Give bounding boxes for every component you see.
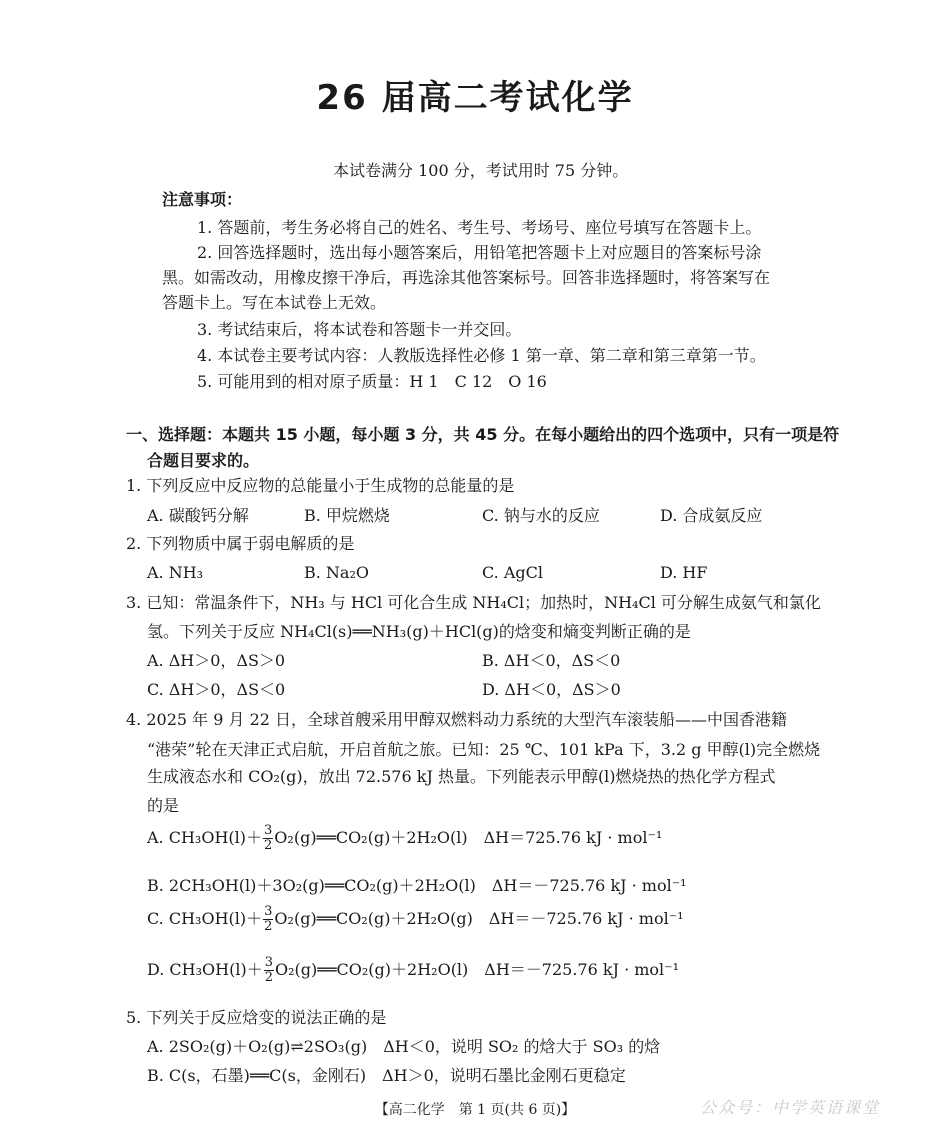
page-footer: 【高二化学 第 1 页(共 6 页)】 <box>374 1102 576 1118</box>
q1-option-b: B. 甲烷燃烧 <box>304 506 390 525</box>
exam-intro: 本试卷满分 100 分，考试用时 75 分钟。 <box>333 161 629 180</box>
q1-option-d: D. 合成氨反应 <box>660 506 763 525</box>
fraction-three-halves: $\frac{3}{2}$ <box>264 904 273 934</box>
fraction-three-halves: $\frac{3}{2}$ <box>264 955 273 985</box>
question-3-stem-cont: 氢。下列关于反应 NH₄Cl(s)══NH₃(g)＋HCl(g)的焓变和熵变判断正确的是 <box>147 622 691 641</box>
q2-option-d: D. HF <box>660 563 708 582</box>
q3-option-d: D. ΔH＜0，ΔS＞0 <box>482 680 621 699</box>
q3-option-b: B. ΔH＜0，ΔS＜0 <box>482 651 621 670</box>
q4-option-d: D. CH₃OH(l)＋ $\frac{3}{2}$ O₂(g)══CO₂(g)＋2H₂O(l) ΔH＝－725.76 kJ · mol⁻¹ <box>147 955 680 985</box>
q4-option-a: A. CH₃OH(l)＋ $\frac{3}{2}$ O₂(g)══CO₂(g)＋2H₂O(l) ΔH＝725.76 kJ · mol⁻¹ <box>147 823 663 853</box>
q3-option-a: A. ΔH＞0，ΔS＞0 <box>147 651 286 670</box>
q5-option-a: A. 2SO₂(g)＋O₂(g)⇌2SO₃(g) ΔH＜0，说明 SO₂ 的焓大于 SO₃ 的焓 <box>147 1037 661 1056</box>
section-heading: 一、选择题：本题共 15 小题，每小题 3 分，共 45 分。在每小题给出的四个选项中，只有一项是符 <box>126 425 840 444</box>
q2-option-c: C. AgCl <box>482 563 543 582</box>
question-2-stem: 2. 下列物质中属于弱电解质的是 <box>126 534 355 553</box>
watermark: 公众号：中学英语课堂 <box>700 1098 881 1117</box>
notice-line: 4. 本试卷主要考试内容：人教版选择性必修 1 第一章、第二章和第三章第一节。 <box>197 346 766 365</box>
notice-line: 2. 回答选择题时，选出每小题答案后，用铅笔把答题卡上对应题目的答案标号涂 <box>197 243 762 262</box>
question-4-stem-cont: “港荣”轮在天津正式启航，开启首航之旅。已知：25 ℃、101 kPa 下，3.2 g 甲醇(l)完全燃烧 <box>147 740 821 759</box>
page-title: 26 届高二考试化学 <box>316 78 634 118</box>
q2-option-a: A. NH₃ <box>147 563 204 582</box>
q4-option-c: C. CH₃OH(l)＋ $\frac{3}{2}$ O₂(g)══CO₂(g)＋2H₂O(g) ΔH＝－725.76 kJ · mol⁻¹ <box>147 904 684 934</box>
q2-option-b: B. Na₂O <box>304 563 369 582</box>
question-4-stem: 4. 2025 年 9 月 22 日，全球首艘采用甲醇双燃料动力系统的大型汽车滚装船——中国香港籍 <box>126 710 788 729</box>
question-4-stem-cont: 生成液态水和 CO₂(g)，放出 72.576 kJ 热量。下列能表示甲醇(l)燃烧热的热化学方程式 <box>147 767 776 786</box>
section-heading-cont: 合题目要求的。 <box>147 451 260 470</box>
question-4-stem-cont: 的是 <box>147 796 180 815</box>
fraction-three-halves: $\frac{3}{2}$ <box>264 823 273 853</box>
q1-option-c: C. 钠与水的反应 <box>482 506 600 525</box>
q4-option-b: B. 2CH₃OH(l)＋3O₂(g)══CO₂(g)＋2H₂O(l) ΔH＝－725.76 kJ · mol⁻¹ <box>147 876 687 895</box>
notice-line: 3. 考试结束后，将本试卷和答题卡一并交回。 <box>197 320 522 339</box>
notice-line: 5. 可能用到的相对原子质量：H 1 C 12 O 16 <box>197 372 547 391</box>
notice-heading: 注意事项： <box>162 190 243 209</box>
question-3-stem: 3. 已知：常温条件下，NH₃ 与 HCl 可化合生成 NH₄Cl；加热时，NH₄Cl 可分解生成氨气和氯化 <box>126 593 821 612</box>
notice-line: 1. 答题前，考生务必将自己的姓名、考生号、考场号、座位号填写在答题卡上。 <box>197 218 762 237</box>
question-1-stem: 1. 下列反应中反应物的总能量小于生成物的总能量的是 <box>126 476 515 495</box>
question-5-stem: 5. 下列关于反应焓变的说法正确的是 <box>126 1008 387 1027</box>
q5-option-b: B. C(s，石墨)══C(s，金刚石) ΔH＞0，说明石墨比金刚石更稳定 <box>147 1066 626 1085</box>
notice-line: 答题卡上。写在本试卷上无效。 <box>162 293 387 312</box>
q1-option-a: A. 碳酸钙分解 <box>147 506 249 525</box>
q3-option-c: C. ΔH＞0，ΔS＜0 <box>147 680 286 699</box>
notice-line: 黑。如需改动，用橡皮擦干净后，再选涂其他答案标号。回答非选择题时，将答案写在 <box>162 268 771 287</box>
